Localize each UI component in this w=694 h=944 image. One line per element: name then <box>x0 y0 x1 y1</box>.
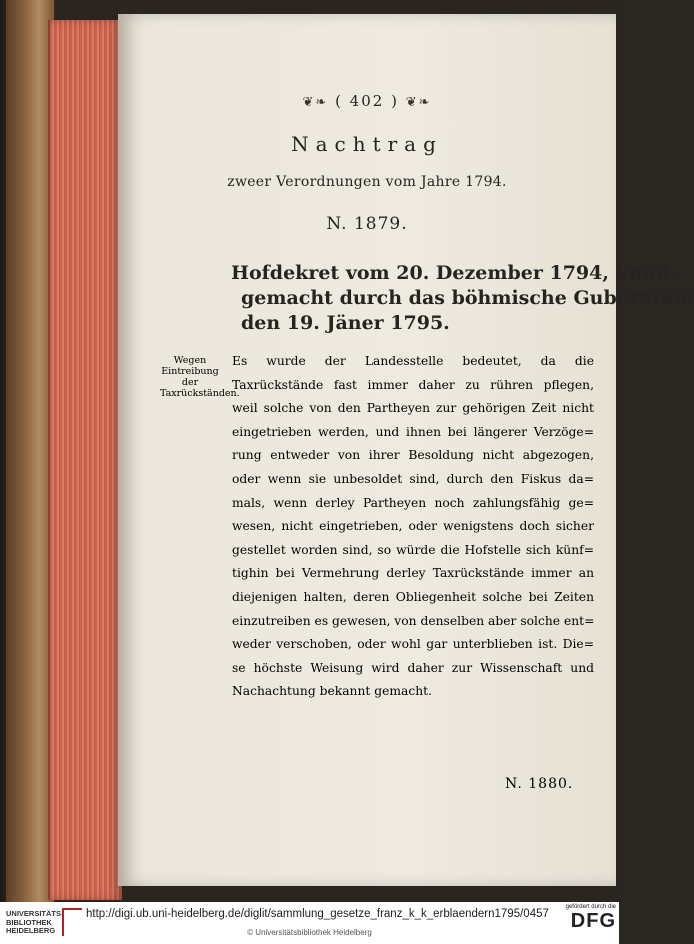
heading-line: gemacht durch das böhmische Gubernium <box>241 287 694 309</box>
decree-heading <box>231 261 694 336</box>
body-line: mals, wenn derley Partheyen noch zahlungsfähig ge= <box>232 495 594 510</box>
page-subtitle: zweer Verordnungen vom Jahre 1794. <box>227 174 507 190</box>
body-line: diejenigen halten, deren Obliegenheit solche bei Zeiten <box>232 589 594 604</box>
page-edges <box>48 20 122 900</box>
body-text <box>232 350 594 704</box>
catchword: N. 1880. <box>505 776 574 792</box>
body-line: tighin bei Vermehrung derley Taxrückstände immer an <box>232 566 594 581</box>
body-line: weil solche von den Partheyen zur gehörigen Zeit nicht <box>232 401 594 416</box>
body-line: Nachachtung bekannt gemacht. <box>232 684 433 699</box>
library-logo: UNIVERSITÄTS-BIBLIOTHEK HEIDELBERG <box>6 909 64 935</box>
body-line: einzutreiben es gewesen, von denselben aber solche ent= <box>232 613 595 628</box>
page-title: Nachtrag <box>291 132 443 156</box>
body-line: wesen, nicht eingetrieben, oder wenigstens doch sicher <box>232 519 594 534</box>
heading-line: Hofdekret vom 20. Dezember 1794, kund- <box>231 262 678 284</box>
body-line: rung entweder von ihrer Besoldung nicht abgezogen, <box>232 448 594 463</box>
body-line: oder wenn sie unbesoldet sind, durch den Fiskus da= <box>232 471 594 486</box>
heading-line: den 19. Jäner 1795. <box>241 312 450 334</box>
body-line: weder verschoben, oder wohl gar unterblieben ist. Die= <box>232 637 594 652</box>
permalink-link[interactable]: http://digi.ub.uni-heidelberg.de/diglit/sammlung_gesetze_franz_k_k_erblaendern1795/0457 <box>86 908 549 920</box>
funder-note: gefördert durch die <box>565 904 616 910</box>
ornament-left-icon: ❦❧ <box>302 95 329 110</box>
dfg-logo <box>560 904 616 932</box>
body-line: gestellet worden sind, so würde die Hofstelle sich künf= <box>232 542 594 557</box>
body-line: se höchste Weisung wird daher zur Wissenschaft und <box>232 660 594 675</box>
body-line: Es wurde der Landesstelle bedeutet, da die <box>232 354 594 368</box>
entry-number: N. 1879. <box>326 214 408 234</box>
body-line: eingetrieben werden, und ihnen bei längerer Verzöge= <box>232 424 594 439</box>
page-number: ( 402 ) <box>335 92 399 110</box>
ornament-right-icon: ❦❧ <box>405 95 432 110</box>
footer-bar <box>0 902 619 944</box>
funder-name: DFG <box>570 910 616 932</box>
page-header <box>118 92 616 110</box>
body-line: Taxrückstände fast immer daher zu rühren pflegen, <box>232 377 594 392</box>
copyright-notice: © Universitätsbibliothek Heidelberg <box>247 928 372 937</box>
margin-note: Wegen Eintreibung der Taxrückständen. <box>160 355 240 399</box>
